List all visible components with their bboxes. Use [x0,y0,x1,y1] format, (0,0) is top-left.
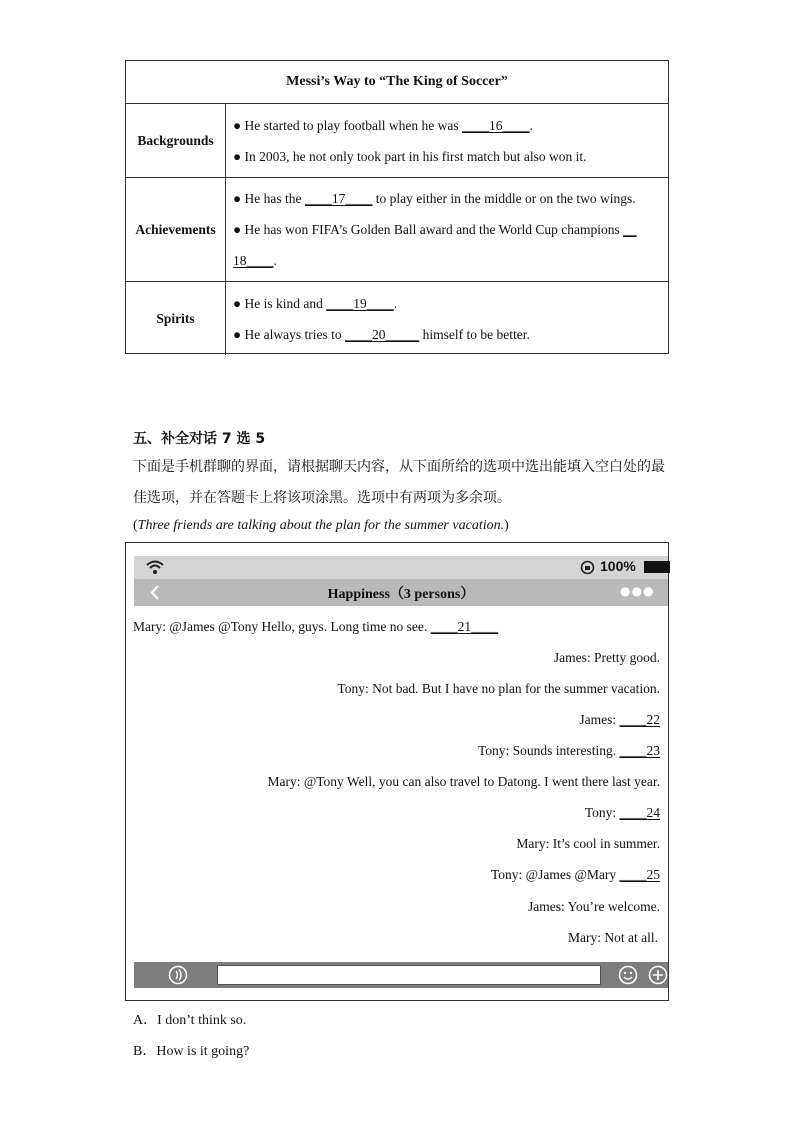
table-line: ● He always tries to ____20_____ himself to be better. [233,327,530,342]
chat-header [134,579,668,606]
answer-blank-25[interactable]: ____25 [619,867,660,882]
battery-icon [644,561,670,573]
answer-blank-19[interactable]: ____19____ [326,296,394,311]
option-a: A．I don’t think so. [133,1013,247,1028]
chat-message: James: You’re welcome. [528,899,660,914]
table-line: ● In 2003, he not only took part in his first match but also won it. [233,149,587,164]
more-options-icon[interactable]: ●●● [620,584,655,598]
table-line: ● He is kind and ____19____. [233,296,398,311]
table-row-backgrounds [126,103,668,177]
table-line: 18____. [233,253,277,268]
table-row-achievements [126,177,668,281]
battery-percent: 100% [600,558,636,574]
phone-chat-screen [125,542,669,1001]
option-b: B．How is it going? [133,1044,250,1059]
table-line: ● He has the ____17____ to play either in the middle or on the two wings. [233,191,636,206]
emoji-icon[interactable] [618,965,638,985]
chat-message: Mary: @James @Tony Hello, guys. Long time no see. ____21____ [133,619,499,634]
table-title: Messi’s Way to “The King of Soccer” [286,74,508,89]
instruction-line: 下面是手机群聊的界面，请根据聊天内容，从下面所给的选项中选出能填入空白处的最 [133,459,665,475]
answer-blank-20[interactable]: ____20_____ [345,327,420,342]
chat-message: Tony: Not bad. But I have no plan for the summer vacation. [337,681,660,696]
section-title: 五、补全对话 7 选 5 [133,431,266,447]
row-label: Spirits [126,282,226,355]
messi-table [125,60,669,354]
table-line: ● He started to play football when he was ____16____. [233,118,533,133]
chat-message: Tony: @James @Mary ____25 [490,867,660,882]
answer-blank-23[interactable]: ____23 [619,743,660,758]
row-label: Achievements [126,178,226,281]
answer-blank-24[interactable]: ____24 [619,805,660,820]
instruction-line: 佳选项，并在答题卡上将该项涂黑。选项中有两项为多余项。 [133,490,511,506]
voice-icon[interactable] [168,965,188,985]
chat-message: Mary: Not at all. [568,930,658,945]
chat-message: James: Pretty good. [553,650,660,665]
chat-input-bar [134,962,668,988]
answer-blank-21[interactable]: ____21____ [430,619,499,634]
chat-message: Mary: It’s cool in summer. [516,836,660,851]
row-label: Backgrounds [126,104,226,177]
table-line: ● He has won FIFA’s Golden Ball award and the World Cup champions __ [233,222,637,237]
add-icon[interactable] [648,965,668,985]
rotation-lock-icon [580,560,595,575]
wifi-icon [146,560,164,575]
message-input[interactable] [217,965,601,985]
answer-blank-16[interactable]: ____16____ [461,118,530,133]
chat-message: James: ____22 [579,712,660,727]
table-row-spirits [126,281,668,355]
context-note: (Three friends are talking about the plan for the summer vacation.) [133,518,509,533]
answer-blank-22[interactable]: ____22 [619,712,660,727]
status-bar [134,556,668,579]
chat-title: Happiness（3 persons） [327,587,475,602]
chat-message: Tony: Sounds interesting. ____23 [477,743,660,758]
answer-blank-18-start: __ [623,222,637,237]
chat-message: Tony: ____24 [584,805,660,820]
answer-blank-17[interactable]: ____17____ [304,191,373,206]
chat-message: Mary: @Tony Well, you can also travel to Datong. I went there last year. [267,774,660,789]
answer-blank-18[interactable]: 18____ [233,253,274,268]
